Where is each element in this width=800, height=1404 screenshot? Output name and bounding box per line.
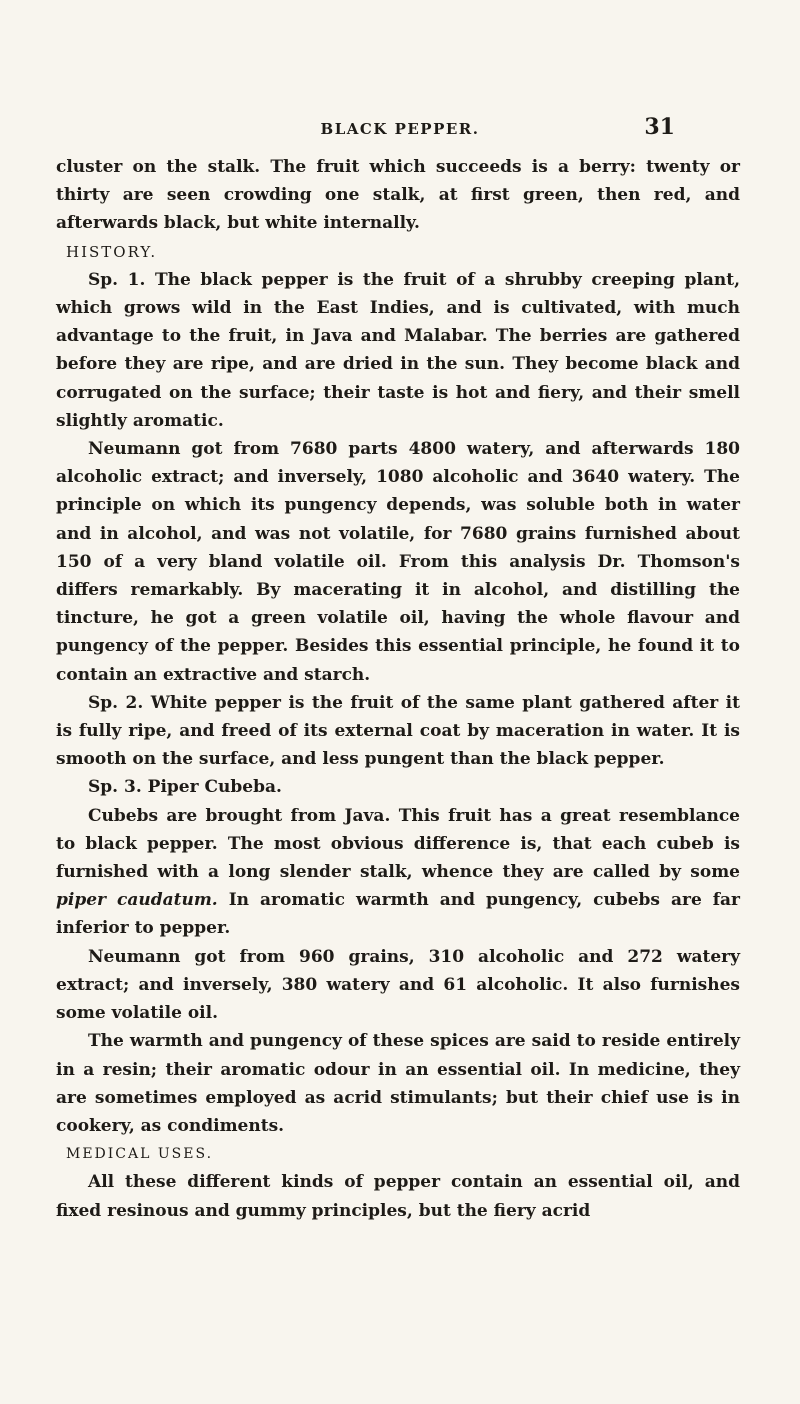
paragraph-warmth: The warmth and pungency of these spices are said to reside entirely in a resin; their aromatic odour in an essential oil. In medicine, they are sometimes employed as acrid stimulants; but their chief use is in cookery, as condiments. <box>56 1031 740 1136</box>
running-head <box>0 114 800 144</box>
paragraph-sp1: Sp. 1. The black pepper is the fruit of a shrubby creeping plant, which grows wild in the East Indies, and is cultivated, with much advantage to the fruit, in Java and Malabar. The berries are gathered before they are ripe, and are dried in the sun. They become black and corrugated on the surface; their taste is hot and fiery, and their smell slightly aromatic. <box>56 269 740 431</box>
paragraph-sp2: Sp. 2. White pepper is the fruit of the same plant gathered after it is fully ripe, and freed of its external coat by maceration in water. It is smooth on the surface, and less pungent than the black pepper. <box>56 692 740 770</box>
heading-medical-uses: MEDICAL USES. <box>66 1146 214 1163</box>
cubebs-text-a: Cubebs are brought from Java. This fruit has a great resemblance to black pepper. The most obvious difference is, that each cubeb is furnished with a long slender stalk, whence they are called by some <box>56 805 740 883</box>
paragraph-neumann-pepper: Neumann got from 7680 parts 4800 watery, and afterwards 180 alcoholic extract; and inversely, 1080 alcoholic and 3640 watery. The principle on which its pungency depends, was soluble both in water and in alcohol, and was not volatile, for 7680 grains furnished about 150 of a very bland volatile oil. From this analysis Dr. Thomson's differs remarkably. By macerating it in alcohol, and distilling the tincture, he got a green volatile oil, having the whole flavour and pungency of the pepper. Besides this essential principle, he found it to contain an extractive and starch. <box>56 439 740 685</box>
cubebs-text-b: In aromatic warmth and pungency, cubebs are far inferior to pepper. <box>56 890 741 939</box>
paragraph-cubebs <box>56 802 740 943</box>
body-text <box>56 153 740 1225</box>
running-title: BLACK PEPPER. <box>320 120 480 138</box>
paragraph-intro: cluster on the stalk. The fruit which succeeds is a berry: twenty or thirty are seen crowding one stalk, at first green, then red, and afterwards black, but white internally. <box>56 157 740 234</box>
heading-history: HISTORY. <box>66 242 158 261</box>
page-number: 31 <box>644 114 675 140</box>
paragraph-neumann-cubebs: Neumann got from 960 grains, 310 alcoholic and 272 watery extract; and inversely, 380 watery and 61 alcoholic. It also furnishes some volatile oil. <box>56 946 740 1024</box>
cubebs-italic-term: piper caudatum. <box>56 890 218 911</box>
paragraph-sp3: Sp. 3. Piper Cubeba. <box>88 777 282 798</box>
paragraph-medical: All these different kinds of pepper contain an essential oil, and fixed resinous and gummy principles, but the fiery acrid <box>56 1172 740 1221</box>
